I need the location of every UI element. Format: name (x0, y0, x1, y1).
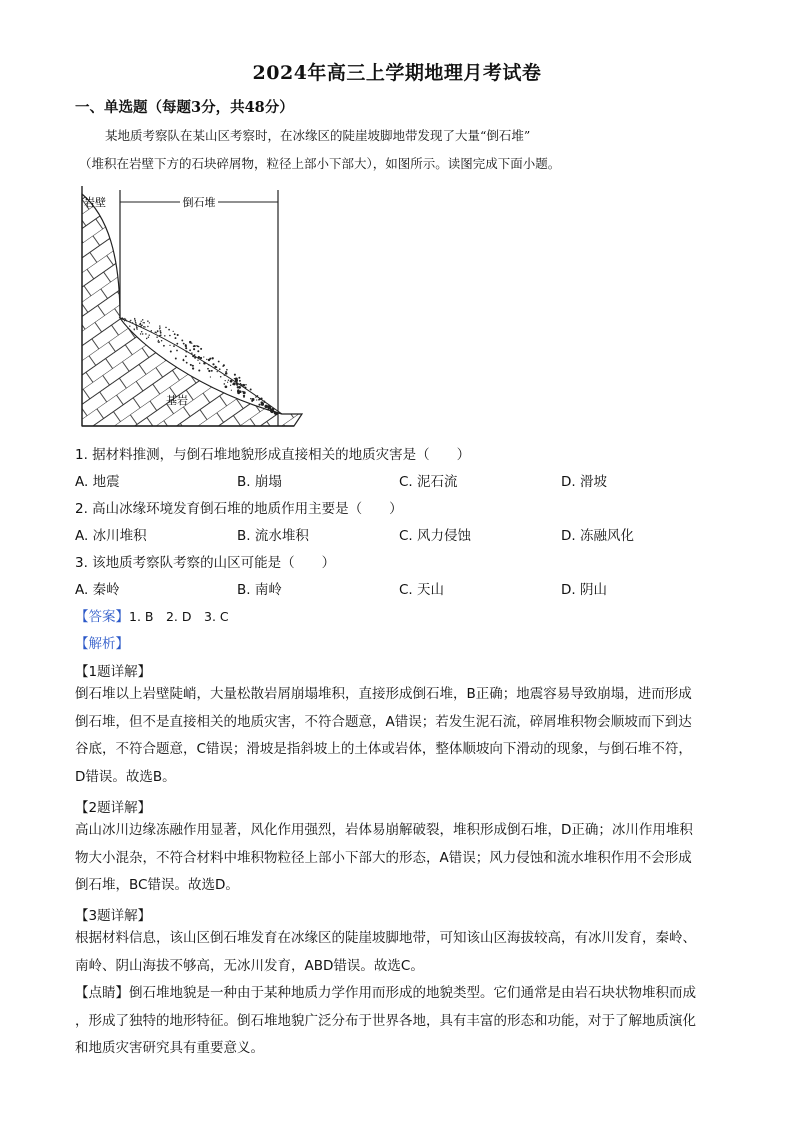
scree-pebble (156, 336, 158, 338)
scree-pebble (238, 377, 240, 379)
scree-pebble (134, 319, 135, 320)
q3-option-b: B. 南岭 (237, 582, 282, 598)
intro-line-1: 某地质考察队在某山区考察时，在冰缘区的陡崖坡脚地带发现了大量“倒石堆” (105, 128, 531, 143)
scree-pebble (216, 367, 217, 368)
scree-pebble (181, 339, 183, 341)
scree-pebble (268, 405, 270, 407)
scree-pebble (159, 330, 161, 332)
scree-pebble (158, 340, 159, 341)
scree-pebble (176, 350, 178, 352)
detail1-heading: 【1题详解】 (75, 664, 152, 680)
scree-pebble (257, 395, 259, 397)
scree-pebble (140, 324, 141, 325)
scree-pebble (147, 326, 148, 327)
scree-pebble (194, 357, 196, 359)
detail3-body (75, 925, 725, 980)
detail1-line: 倒石堆，但不是直接相关的地质灾害，不符合题意，A错误；若发生泥石流，碎屑堆积物会顺坡而下到达 (75, 713, 692, 730)
q1-option-a: A. 地震 (75, 474, 120, 490)
scree-pebble (264, 401, 266, 403)
scree-pebble (185, 345, 187, 347)
scree-pebble (134, 329, 135, 330)
scree-pebble (147, 320, 149, 322)
scree-pebble (252, 398, 255, 401)
scree-pebble (212, 363, 214, 365)
scree-pebble (222, 365, 224, 367)
scree-pebble (197, 360, 198, 361)
scree-pebble (151, 330, 152, 331)
scree-pebble (250, 398, 252, 400)
scree-pebble (136, 327, 137, 328)
scree-pebble (234, 378, 235, 379)
scree-pebble (243, 384, 246, 387)
scree-pebble (141, 325, 142, 326)
scree-pebble (243, 396, 244, 397)
scree-pebble (234, 374, 236, 376)
detail2-line: 高山冰川边缘冻融作用显著，风化作用强烈，岩体易崩解破裂，堆积形成倒石堆，D正确；冰川作用堆积 (75, 822, 693, 838)
scree-pebble (260, 398, 262, 400)
scree-pebble (185, 347, 187, 349)
scree-pebble (132, 322, 133, 323)
scree-pebble (208, 370, 210, 372)
scree-pebble (137, 328, 138, 329)
scree-pebble (185, 351, 187, 353)
scree-pebble (271, 408, 274, 411)
intro-line-2: （堆积在岩壁下方的石块碎屑物，粒径上部小下部大），如图所示。读图完成下面小题。 (79, 156, 561, 171)
scree-pebble (177, 334, 179, 336)
scree-pebble (163, 345, 165, 347)
scree-pebble (274, 411, 275, 412)
scree-pebble (240, 383, 242, 385)
scree-pebble (164, 335, 165, 336)
scree-pebble (146, 338, 147, 339)
scree-pebble (194, 354, 196, 356)
scree-pebble (259, 398, 261, 400)
detail1-line: D错误。故选B。 (75, 768, 176, 785)
scree-pebble (161, 340, 162, 341)
scree-pebble (208, 364, 209, 365)
scree-pebble (175, 337, 177, 339)
scree-pebble (170, 351, 172, 353)
scree-pebble (160, 332, 162, 334)
scree-pebble (233, 382, 236, 385)
detail1-line: 谷底，不符合题意，C错误；滑坡是指斜坡上的土体或岩体，整体顺坡向下滑动的现象，与倒石堆不符， (75, 741, 692, 757)
q3-option-d: D. 阴山 (561, 582, 607, 598)
scree-pebble (176, 343, 178, 345)
scree-pebble (148, 336, 149, 337)
scree-pebble (200, 357, 202, 359)
scree-pebble (239, 390, 242, 393)
scree-pebble (217, 371, 218, 372)
q2-option-c: C. 风力侵蚀 (399, 528, 472, 544)
scree-pebble (196, 345, 197, 346)
scree-pebble (212, 357, 214, 359)
scree-pebble (125, 319, 126, 320)
page-title: 2024年高三上学期地理月考试卷 (252, 62, 542, 84)
scree-pebble (231, 390, 232, 391)
scree-diagram (80, 186, 305, 430)
answer-tag: 【答案】 (75, 609, 129, 625)
scree-pebble (228, 380, 229, 381)
scree-pebble (203, 362, 206, 365)
scree-pebble (199, 363, 200, 364)
scree-pebble (135, 320, 136, 321)
scree-pebble (129, 326, 130, 327)
scree-pebble (261, 401, 263, 403)
scree-pebble (224, 375, 225, 376)
scree-pebble (135, 323, 136, 324)
scree-pebble (183, 343, 185, 345)
scree-pebble (225, 371, 227, 373)
scree-pebble (165, 327, 167, 329)
q1-option-d: D. 滑坡 (561, 474, 607, 490)
point-tag: 【点睛】 (75, 985, 129, 1001)
scree-pebble (138, 326, 139, 327)
scree-pebble (193, 365, 194, 366)
scree-pebble (143, 322, 144, 323)
scree-pebble (235, 379, 238, 382)
scree-pebble (230, 380, 233, 383)
scree-pebble (143, 326, 145, 328)
scree-pebble (225, 385, 228, 388)
q3-option-c: C. 天山 (399, 582, 445, 598)
rock-wall-label: 岩壁 (84, 196, 106, 209)
scree-pebble (219, 368, 221, 370)
scree-pebble (141, 321, 142, 322)
analysis-tag: 【解析】 (75, 636, 129, 652)
scree-pebble (185, 355, 187, 357)
scree-pebble (206, 359, 207, 360)
scree-pebble (169, 335, 171, 337)
scree-pebble (276, 413, 277, 414)
scree-pebble (264, 405, 268, 409)
point-line-1: 倒石堆地貌是一种由于某种地质力学作用而形成的地貌类型。它们通常是由岩石块状物堆积而成 (129, 985, 696, 1001)
scree-pebble (186, 362, 188, 364)
scree-label: 倒石堆 (182, 196, 216, 209)
scree-pebble (225, 380, 226, 381)
detail1-body (75, 681, 725, 791)
q1-option-c: C. 泥石流 (399, 474, 458, 490)
scree-pebble (159, 325, 160, 326)
point-line: 和地质灾害研究具有重要意义。 (75, 1040, 264, 1056)
detail3-line: 南岭、阴山海拔不够高，无冰川发育，ABD错误。故选C。 (75, 957, 424, 974)
scree-pebble (183, 359, 185, 361)
point-body (75, 980, 725, 1063)
scree-pebble (142, 333, 143, 334)
scree-pebble (227, 382, 228, 383)
scree-pebble (258, 404, 260, 406)
q2-option-b: B. 流水堆积 (237, 528, 309, 544)
scree-pebble (149, 322, 150, 323)
scree-pebble (203, 356, 204, 357)
detail2-line: 物大小混杂，不符合材料中堆积物粒径上部小下部大的形态，A错误；风力侵蚀和流水堆积作用不会形成 (75, 849, 692, 866)
scree-pebble (256, 399, 257, 400)
scree-pebble (126, 320, 127, 321)
point-line: ，形成了独特的地形特征。倒石堆地貌广泛分布于世界各地，具有丰富的形态和功能，对于了解地质演化 (75, 1012, 696, 1029)
scree-pebble (140, 333, 141, 334)
scree-pebble (210, 376, 211, 377)
scree-pebble (160, 334, 162, 336)
scree-pebble (173, 345, 175, 347)
scree-pebble (169, 345, 170, 346)
scree-pebble (174, 333, 176, 335)
scree-pebble (192, 367, 194, 369)
scree-pebble (211, 370, 213, 372)
scree-pebble (136, 325, 137, 326)
scree-pebble (142, 319, 143, 320)
point-first-line (75, 980, 725, 1008)
scree-pebble (226, 369, 228, 371)
scree-pebble (141, 331, 142, 332)
detail2-body (75, 817, 725, 900)
bedrock-label: 基岩 (166, 394, 188, 407)
scree-pebble (149, 335, 150, 336)
scree-pebble (224, 383, 226, 385)
scree-pebble (189, 349, 191, 351)
scree-pebble (250, 389, 252, 391)
scree-pebble (156, 332, 157, 333)
scree-pebble (208, 359, 210, 361)
answer-line (75, 605, 229, 625)
scree-pebble (198, 369, 200, 371)
scree-pebble (124, 320, 125, 321)
scree-pebble (255, 396, 256, 397)
scree-pebble (207, 368, 209, 370)
scree-pebble (159, 328, 160, 329)
q2-option-d: D. 冻融风化 (561, 528, 634, 544)
scree-pebble (158, 341, 160, 343)
scree-pebble (175, 358, 177, 360)
question-1: 1. 据材料推测，与倒石堆地貌形成直接相关的地质灾害是（ ） (75, 447, 471, 463)
scree-pebble (124, 318, 125, 319)
scree-pebble (193, 345, 195, 347)
scree-pebble (238, 386, 241, 389)
question-3: 3. 该地质考察队考察的山区可能是（ ） (75, 555, 336, 571)
detail2-heading: 【2题详解】 (75, 800, 152, 816)
scree-pebble (130, 320, 131, 321)
scree-pebble (245, 387, 247, 389)
scree-pebble (220, 376, 222, 378)
scree-pebble (197, 350, 199, 352)
scree-pebble (122, 318, 123, 319)
scree-pebble (145, 333, 146, 334)
scree-pebble (168, 329, 170, 331)
detail3-heading: 【3题详解】 (75, 908, 152, 924)
scree-pebble (200, 348, 202, 350)
detail3-line: 根据材料信息，该山区倒石堆发育在冰缘区的陡崖坡脚地带，可知该山区海拔较高，有冰川发育，秦岭、 (75, 930, 696, 946)
scree-pebble (225, 372, 228, 375)
scree-pebble (189, 341, 191, 343)
scree-pebble (198, 357, 200, 359)
scree-pebble (245, 384, 246, 385)
answer-text: 1. B 2. D 3. C (129, 609, 229, 624)
scree-pebble (193, 348, 195, 350)
q3-option-a: A. 秦岭 (75, 582, 120, 598)
scree-pebble (144, 326, 145, 327)
scree-pebble (218, 361, 220, 363)
scree-pebble (230, 385, 231, 386)
detail1-line: 倒石堆以上岩壁陡峭，大量松散岩屑崩塌堆积，直接形成倒石堆，B正确；地震容易导致崩塌，进而形成 (75, 686, 692, 702)
question-2: 2. 高山冰缘环境发育倒石堆的地质作用主要是（ ） (75, 501, 403, 517)
scree-pebble (144, 322, 145, 323)
scree-pebble (157, 330, 158, 331)
scree-pebble (243, 391, 246, 394)
scree-pebble (190, 364, 192, 366)
q1-option-b: B. 崩塌 (237, 474, 282, 490)
scree-pebble (155, 332, 157, 334)
bedrock-shape (82, 194, 302, 426)
scree-pebble (139, 324, 140, 325)
section-heading: 一、单选题（每题3分，共48分） (75, 99, 294, 116)
scree-pebble (239, 380, 241, 382)
scree-pebble (236, 384, 238, 386)
scree-pebble (191, 352, 193, 354)
scree-pebble (173, 331, 174, 332)
detail2-line: 倒石堆，BC错误。故选D。 (75, 877, 239, 893)
q2-option-a: A. 冰川堆积 (75, 528, 147, 544)
